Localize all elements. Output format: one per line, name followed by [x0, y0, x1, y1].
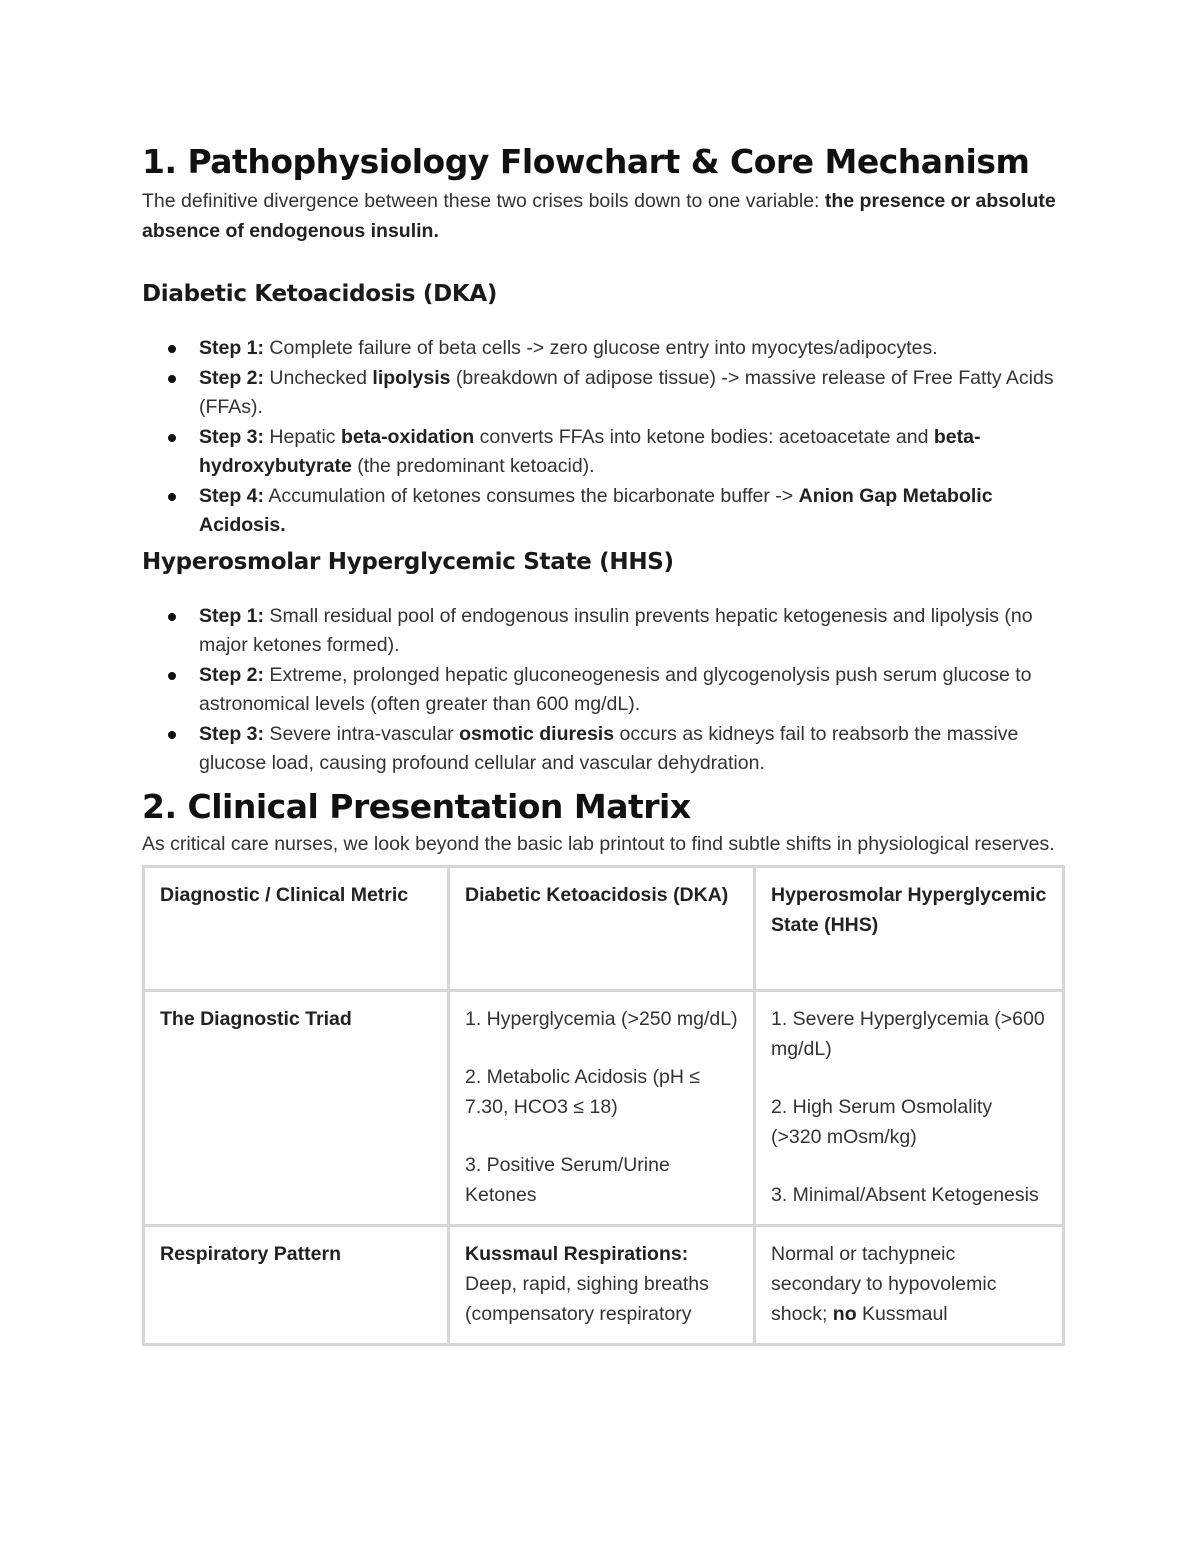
- section-1-heading: 1. Pathophysiology Flowchart & Core Mechanism: [142, 142, 1030, 181]
- dka-step-1: Step 1: Complete failure of beta cells -> zero glucose entry into myocytes/adipocytes.: [199, 334, 1062, 364]
- dka-heading: Diabetic Ketoacidosis (DKA): [142, 281, 498, 307]
- hhs-heading: Hyperosmolar Hyperglycemic State (HHS): [142, 548, 674, 575]
- section-2-intro: As critical care nurses, we look beyond the basic lab printout to find subtle shifts in physiological reserves.: [142, 832, 1055, 855]
- hhs-step-3: Step 3: Severe intra-vascular osmotic diuresis occurs as kidneys fail to reabsorb the massive glucose load, causing profound cellular and vascular dehydration.: [199, 720, 1062, 779]
- document-content: [142, 140, 1062, 1346]
- clinical-matrix-table: [142, 865, 1065, 1346]
- dka-step-2: Step 2: Unchecked lipolysis (breakdown of adipose tissue) -> massive release of Free Fatty Acids (FFAs).: [199, 364, 1062, 423]
- dka-step-4: Step 4: Accumulation of ketones consumes the bicarbonate buffer -> Anion Gap Metabolic Acidosis.: [199, 482, 1062, 541]
- triad-hhs-cell: 1. Severe Hyperglycemia (>600 mg/dL) 2. High Serum Osmolality (>320 mOsm/kg) 3. Minimal/Absent Ketogenesis: [755, 990, 1064, 1225]
- table-row: [144, 1225, 1064, 1344]
- hhs-steps-list: [142, 602, 1062, 779]
- dka-steps-list: [142, 334, 1062, 541]
- triad-label: The Diagnostic Triad: [144, 990, 449, 1225]
- header-dka: Diabetic Ketoacidosis (DKA): [449, 866, 755, 990]
- table-header-row: [144, 866, 1064, 990]
- section-2-heading: 2. Clinical Presentation Matrix: [142, 786, 691, 826]
- section-1-intro: The definitive divergence between these two crises boils down to one variable: the presence or absolute absence of endogenous insulin.: [142, 190, 1056, 242]
- table-row: [144, 990, 1064, 1225]
- hhs-step-1: Step 1: Small residual pool of endogenous insulin prevents hepatic ketogenesis and lipolysis (no major ketones formed).: [199, 602, 1062, 661]
- hhs-step-2: Step 2: Extreme, prolonged hepatic gluconeogenesis and glycogenolysis push serum glucose to astronomical levels (often greater than 600 mg/dL).: [199, 661, 1062, 720]
- resp-dka-cell: Kussmaul Respirations: Deep, rapid, sighing breaths (compensatory respiratory: [449, 1225, 755, 1344]
- triad-dka-cell: 1. Hyperglycemia (>250 mg/dL) 2. Metabolic Acidosis (pH ≤ 7.30, HCO3 ≤ 18) 3. Positive Serum/Urine Ketones: [449, 990, 755, 1225]
- resp-hhs-cell: Normal or tachypneic secondary to hypovolemic shock; no Kussmaul: [755, 1225, 1064, 1344]
- dka-step-3: Step 3: Hepatic beta-oxidation converts FFAs into ketone bodies: acetoacetate and beta-hydroxybutyrate (the predominant ketoacid).: [199, 423, 1062, 482]
- header-metric: Diagnostic / Clinical Metric: [144, 866, 449, 990]
- header-hhs: Hyperosmolar Hyperglycemic State (HHS): [755, 866, 1064, 990]
- intro-emphasis: the presence or absolute absence of endogenous insulin.: [142, 190, 1056, 242]
- resp-label: Respiratory Pattern: [144, 1225, 449, 1344]
